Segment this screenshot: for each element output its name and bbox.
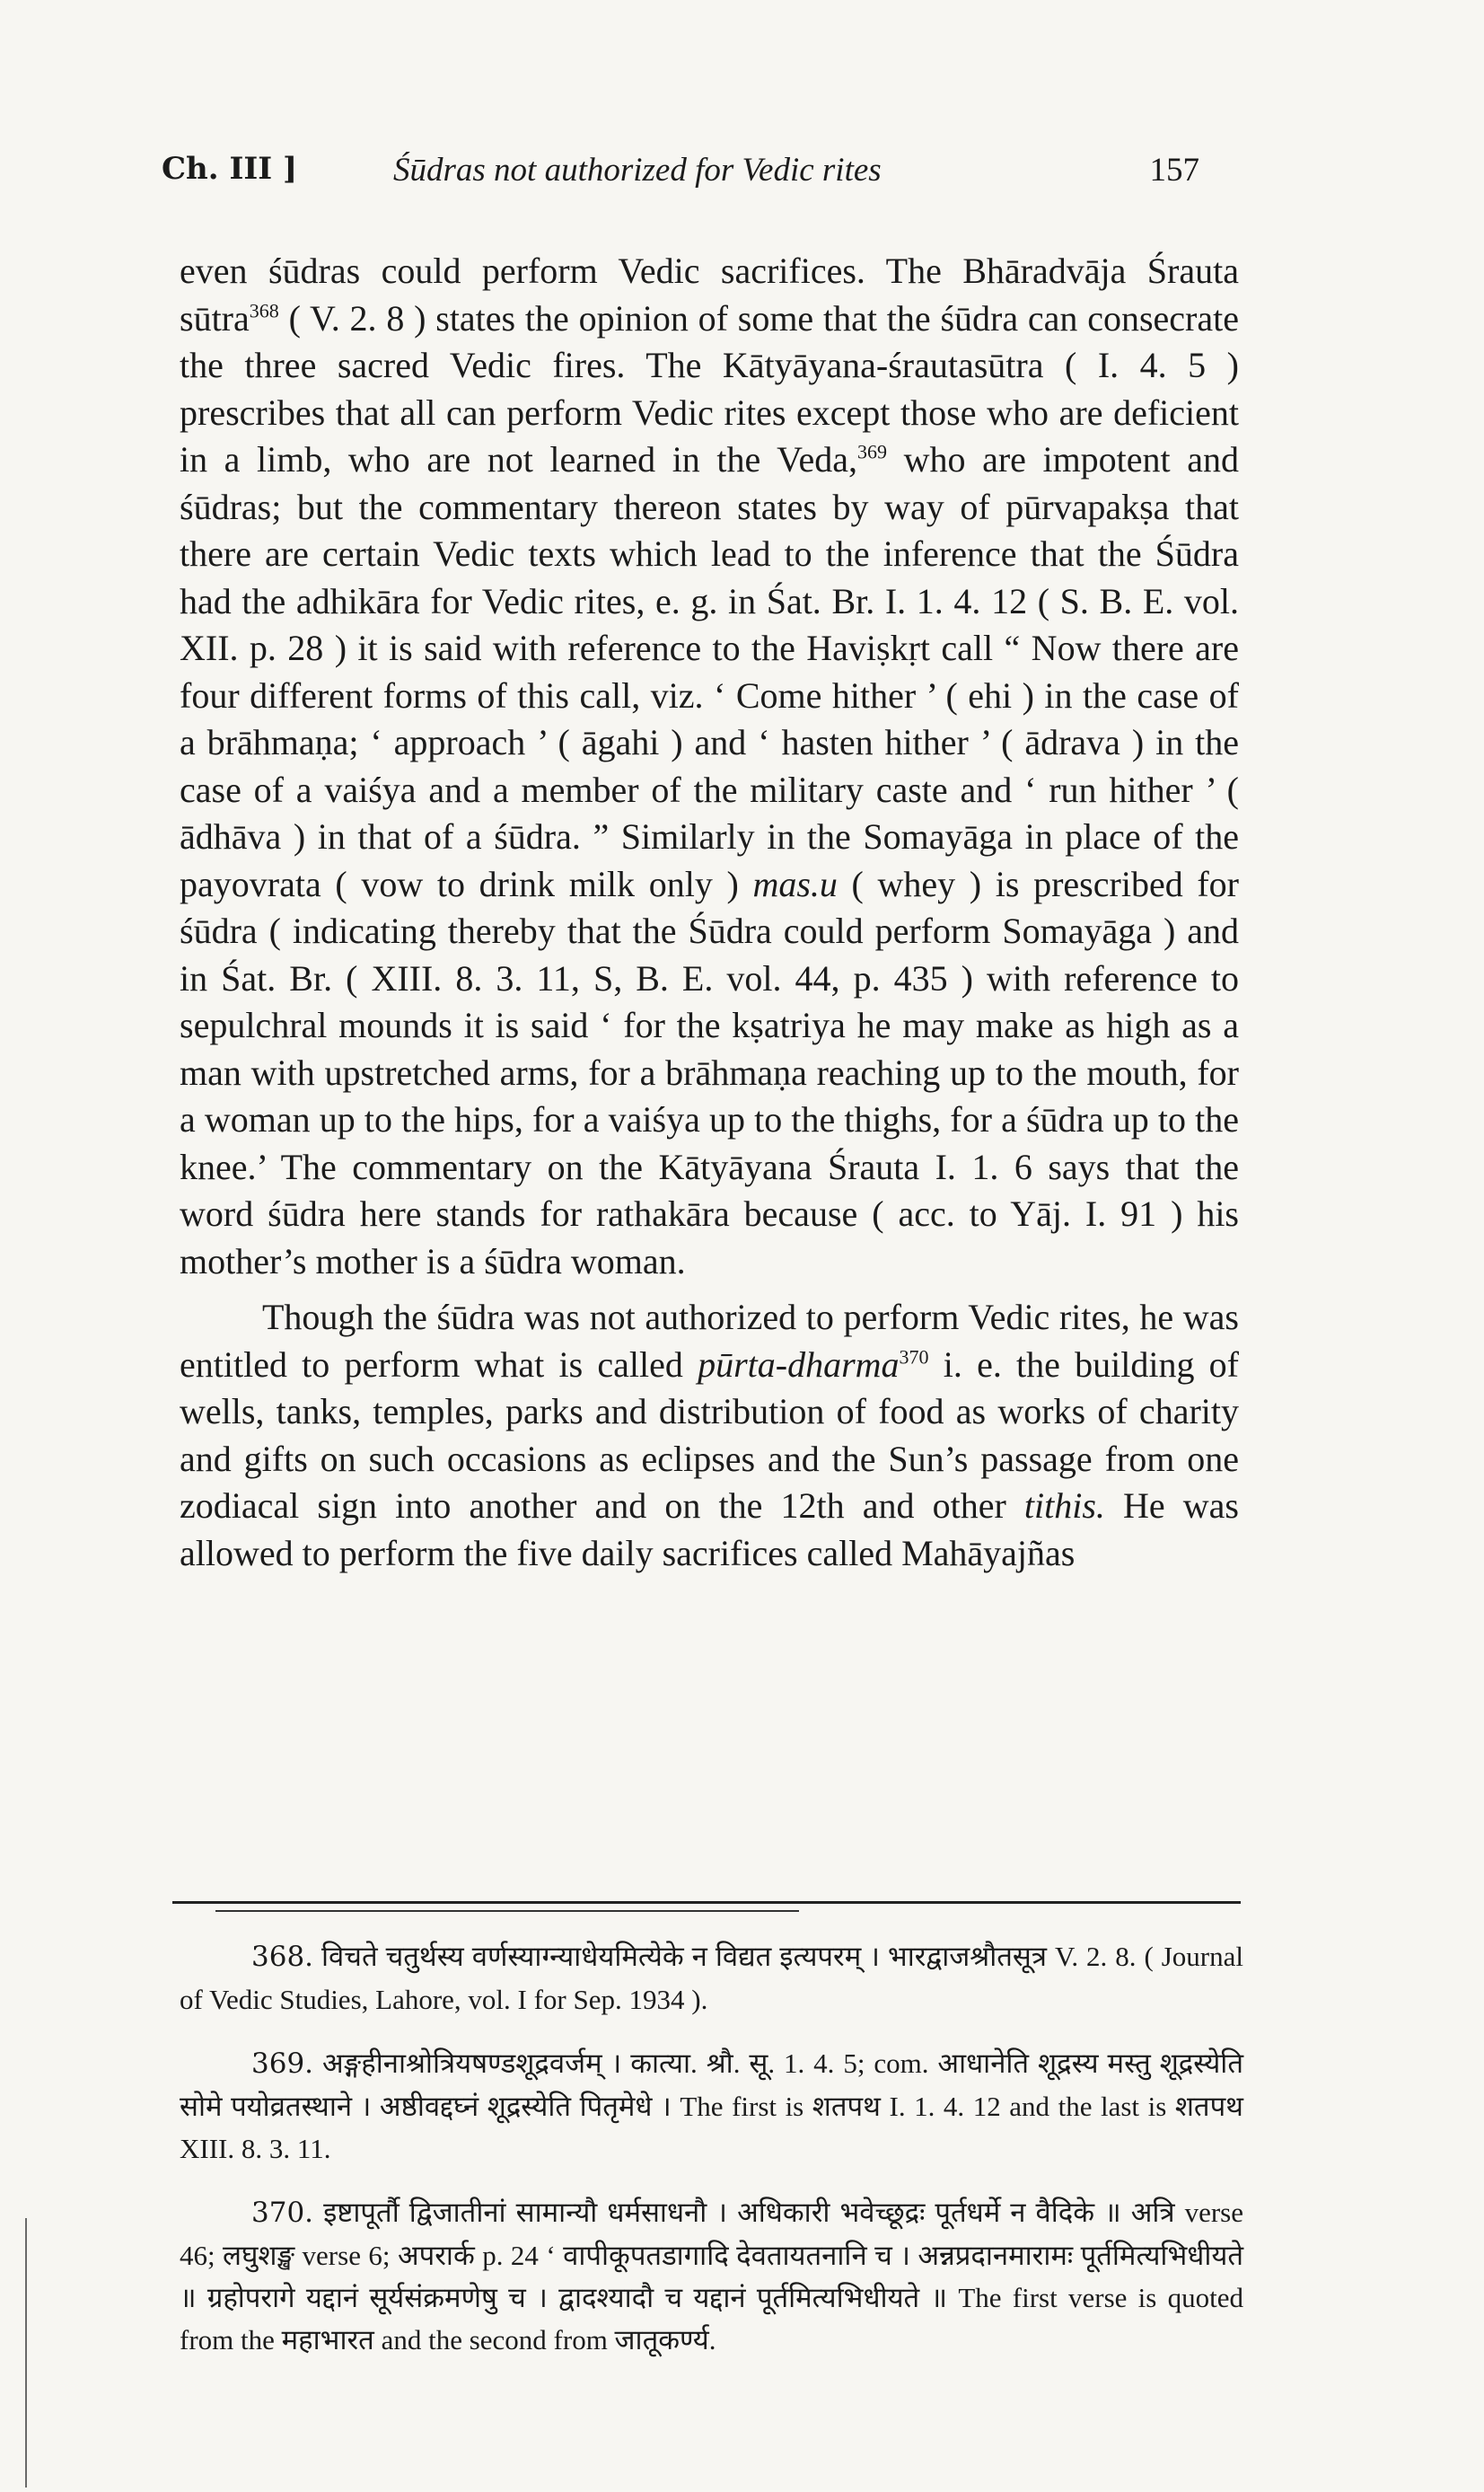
text-run: Though the śūdra was not authorized to perform Vedic rites, he was entitled to perform what is called [180,1297,1239,1385]
scan-edge-line [25,2218,27,2488]
page-number: 157 [1149,152,1199,189]
footnote-text: इष्टापूर्तौ द्विजातीनां सामान्यौ धर्मसाधनौ । अधिकारी भवेच्छूद्रः पूर्तधर्मे न वैदिके ॥ अत्रि verse 46; लघुशङ्ख verse 6; अपरार्क p. 24 ‘ वापीकूपतडागादि देवतायतनानि च । अन्नप्रदानमारामः पूर्तमित्यभिधीयते ॥ ग्रहोपरागे यद्दानं सूर्यसंक्रमणेषु च । द्वादश्यादौ च यद्दानं पूर्तमित्यभिधीयते ॥ The first verse is quoted from the महाभारत and the second from जातूकर्ण्य. [180,2197,1243,2356]
footnote-ref: 368 [249,299,279,322]
footnote [180,2042,1243,2170]
footnote-text: अङ्गहीनाश्रोत्रियषण्डशूद्रवर्जम् । कात्या. श्रौ. सू. 1. 4. 5; com. आधानेति शूद्रस्य मस्तु शूद्रस्येति सोमे पयोव्रतस्थाने । अष्ठीवद्दघ्नं शूद्रस्येति पितृमेधे । The first is शतपथ I. 1. 4. 12 and the last is शतपथ XIII. 8. 3. 11. [180,2047,1243,2164]
footnote [180,1935,1243,2021]
footnote-separator-short [215,1910,799,1912]
paragraph [180,1294,1239,1577]
italic-term: tithis. [1023,1485,1105,1526]
text-run: even śūdras could perform Vedic sacrifices. The Bhāradvāja Śrauta sūtra [180,251,1239,339]
text-run: ( whey ) is prescribed for śūdra ( indicating thereby that the Śūdra could perform Somayāga ) and in Śat. Br. ( XIII. 8. 3. 11, S, B. E. vol. 44, p. 435 ) with reference to sepulchral mounds it is said ‘ for the kṣatriya he may make as high as a man with upstretched arms, for a brāhmaṇa reaching up to the mouth, for a woman up to the hips, for a vaiśya up to the thighs, for a śūdra up to the knee.’ The commentary on the Kātyāyana Śrauta I. 1. 6 says that the word śūdra here stands for rathakāra because ( acc. to Yāj. I. 91 ) his mother’s mother is a śūdra woman. [180,863,1239,1281]
footnote-number: 370. [251,2197,314,2229]
footnote-number: 369. [251,2047,314,2080]
footnote-ref: 369 [857,440,888,463]
running-title: Śūdras not authorized for Vedic rites [393,152,882,189]
running-header [162,151,1239,205]
text-run: i. e. the building of wells, tanks, temples, parks and distribution of food as works of charity and gifts on such occasions as eclipses and the Sun’s passage from one zodiacal sign into another and on the 12th and other [180,1343,1239,1526]
italic-term: pūrta-dharma [698,1343,900,1385]
paragraph [180,248,1239,1285]
footnotes [180,1935,1243,2382]
footnote [180,2191,1243,2361]
text-run: ( V. 2. 8 ) states the opinion of some that the śūdra can consecrate the three sacred Vedic fires. The Kātyāyana-śrautasūtra ( I. 4. 5 ) prescribes that all can perform Vedic rites except those who are deficient in a limb, who are not learned in the Veda, [180,297,1239,480]
italic-term: mas.u [752,863,838,904]
text-run: who are impotent and śūdras; but the commentary thereon states by way of pūrvapakṣa that there are certain Vedic texts which lead to the inference that the Śūdra had the adhikāra for Vedic rites, e. g. in Śat. Br. I. 1. 4. 12 ( S. B. E. vol. XII. p. 28 ) it is said with reference to the Haviṣkṛt call “ Now there are four different forms of this call, viz. ‘ Come hither ’ ( ehi ) in the case of a brāhmaṇa; ‘ approach ’ ( āgahi ) and ‘ hasten hither ’ ( ādrava ) in the case of a vaiśya and a member of the military caste and ‘ run hither ’ ( ādhāva ) in that of a śūdra. ” Similarly in the Somayāga in place of the payovrata ( vow to drink milk only ) [180,439,1239,904]
footnote-separator [172,1901,1241,1904]
footnote-text: विचते चतुर्थस्य वर्णस्याग्न्याधेयमित्येके न विद्यत इत्यपरम् । भारद्वाजश्रौतसूत्र V. 2. 8. ( Journal of Vedic Studies, Lahore, vol. I for Sep. 1934 ). [180,1941,1243,2015]
footnote-ref: 370 [899,1345,929,1369]
chapter-label: Ch. III ] [162,151,298,187]
footnote-number: 368. [251,1941,314,1973]
main-text [180,248,1239,1577]
text-run: He was allowed to perform the five daily sacrifices called Mahāyajñas [180,1485,1239,1573]
